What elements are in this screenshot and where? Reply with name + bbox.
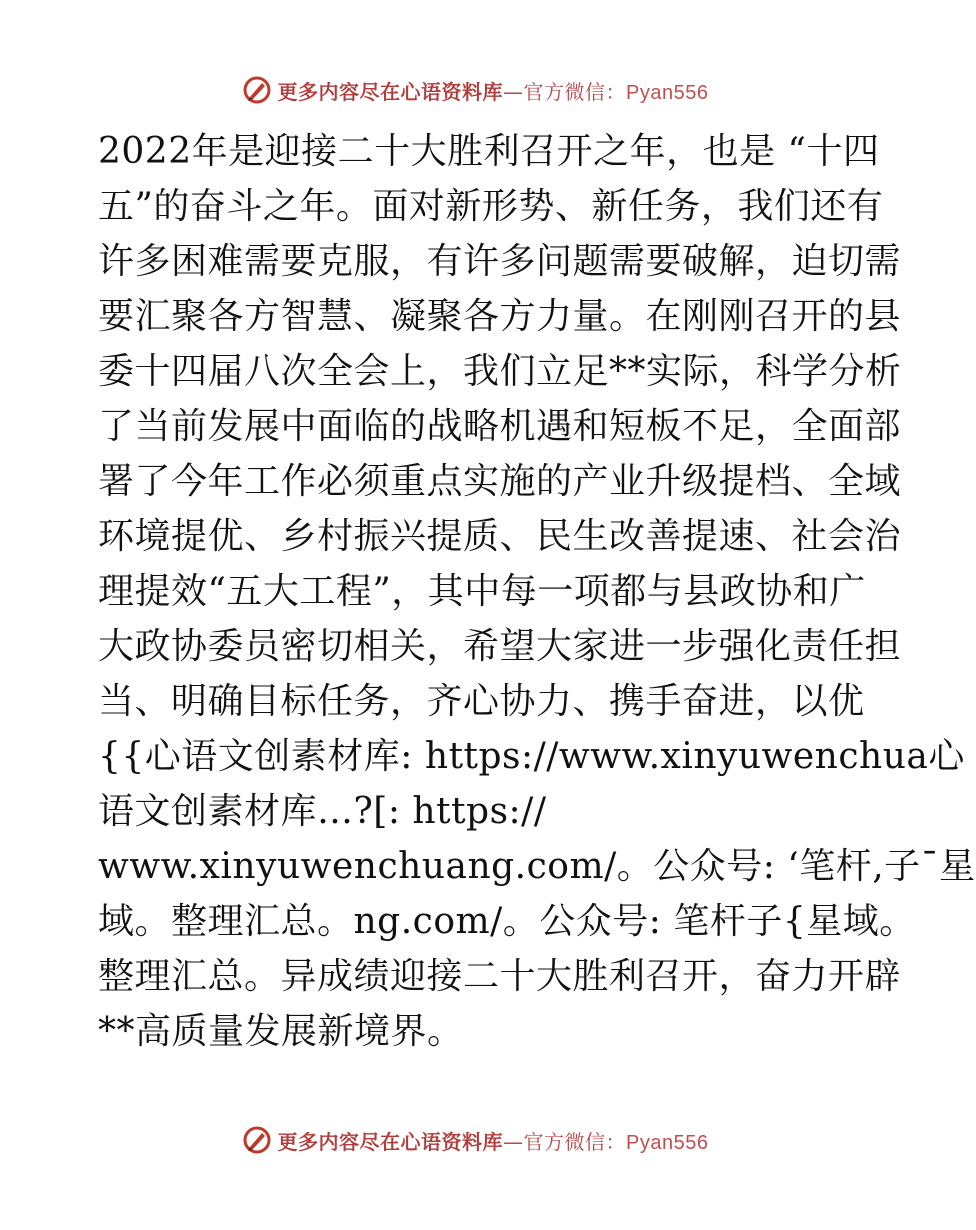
header-wechat-label: 官方微信： — [523, 79, 627, 104]
body-line: 整理汇总。异成绩迎接二十大胜利召开，奋力开辟 — [98, 956, 902, 997]
body-line: 当、明确目标任务，齐心协力、携手奋进，以优 — [98, 681, 865, 722]
body-line: 署了今年工作必须重点实施的产业升级提档、全域 — [98, 461, 902, 502]
pen-circle-logo-icon — [242, 1125, 272, 1155]
document-body — [98, 124, 976, 1059]
body-line: 语文创素材库…?[: https:// — [98, 791, 547, 832]
header-separator: — — [503, 79, 524, 104]
body-line: 要汇聚各方智慧、凝聚各方力量。在刚刚召开的县 — [98, 296, 902, 337]
footer-banner-text — [278, 1126, 709, 1155]
footer-brand-text: 更多内容尽在心语资料库 — [277, 1129, 504, 1154]
footer-separator: — — [503, 1129, 524, 1154]
header-brand-text: 更多内容尽在心语资料库 — [277, 79, 504, 104]
body-line: 五”的奋斗之年。面对新形势、新任务，我们还有 — [98, 186, 884, 227]
footer-wechat-id: Pyan556 — [626, 1131, 709, 1154]
header-banner-text — [278, 76, 709, 105]
body-line: 2022年是迎接二十大胜利召开之年，也是 “十四 — [98, 131, 880, 172]
pen-circle-logo-icon — [242, 75, 272, 105]
body-line: {{心语文创素材库: https://www.xinyuwenchua心 — [98, 736, 965, 777]
header-wechat-id: Pyan556 — [626, 81, 709, 104]
footer-banner — [0, 1120, 950, 1160]
body-line: 了当前发展中面临的战略机遇和短板不足，全面部 — [98, 406, 902, 447]
body-line: **高质量发展新境界。 — [98, 1011, 464, 1052]
body-line: 委十四届八次全会上，我们立足**实际，科学分析 — [98, 351, 902, 392]
body-line: 环境提优、乡村振兴提质、民生改善提速、社会治 — [98, 516, 902, 557]
body-line: 理提效“五大工程”，其中每一项都与县政协和广 — [98, 571, 866, 612]
body-line: 域。整理汇总。ng.com/。公众号: 笔杆子{星域。 — [98, 901, 916, 942]
body-line: www.xinyuwenchuang.com/。公众号: ‘笔杆,子¯星 — [98, 846, 976, 887]
header-banner — [0, 70, 950, 110]
body-line: 大政协委员密切相关，希望大家进一步强化责任担 — [98, 626, 902, 667]
footer-wechat-label: 官方微信： — [523, 1129, 627, 1154]
body-line: 许多困难需要克服，有许多问题需要破解，迫切需 — [98, 241, 902, 282]
